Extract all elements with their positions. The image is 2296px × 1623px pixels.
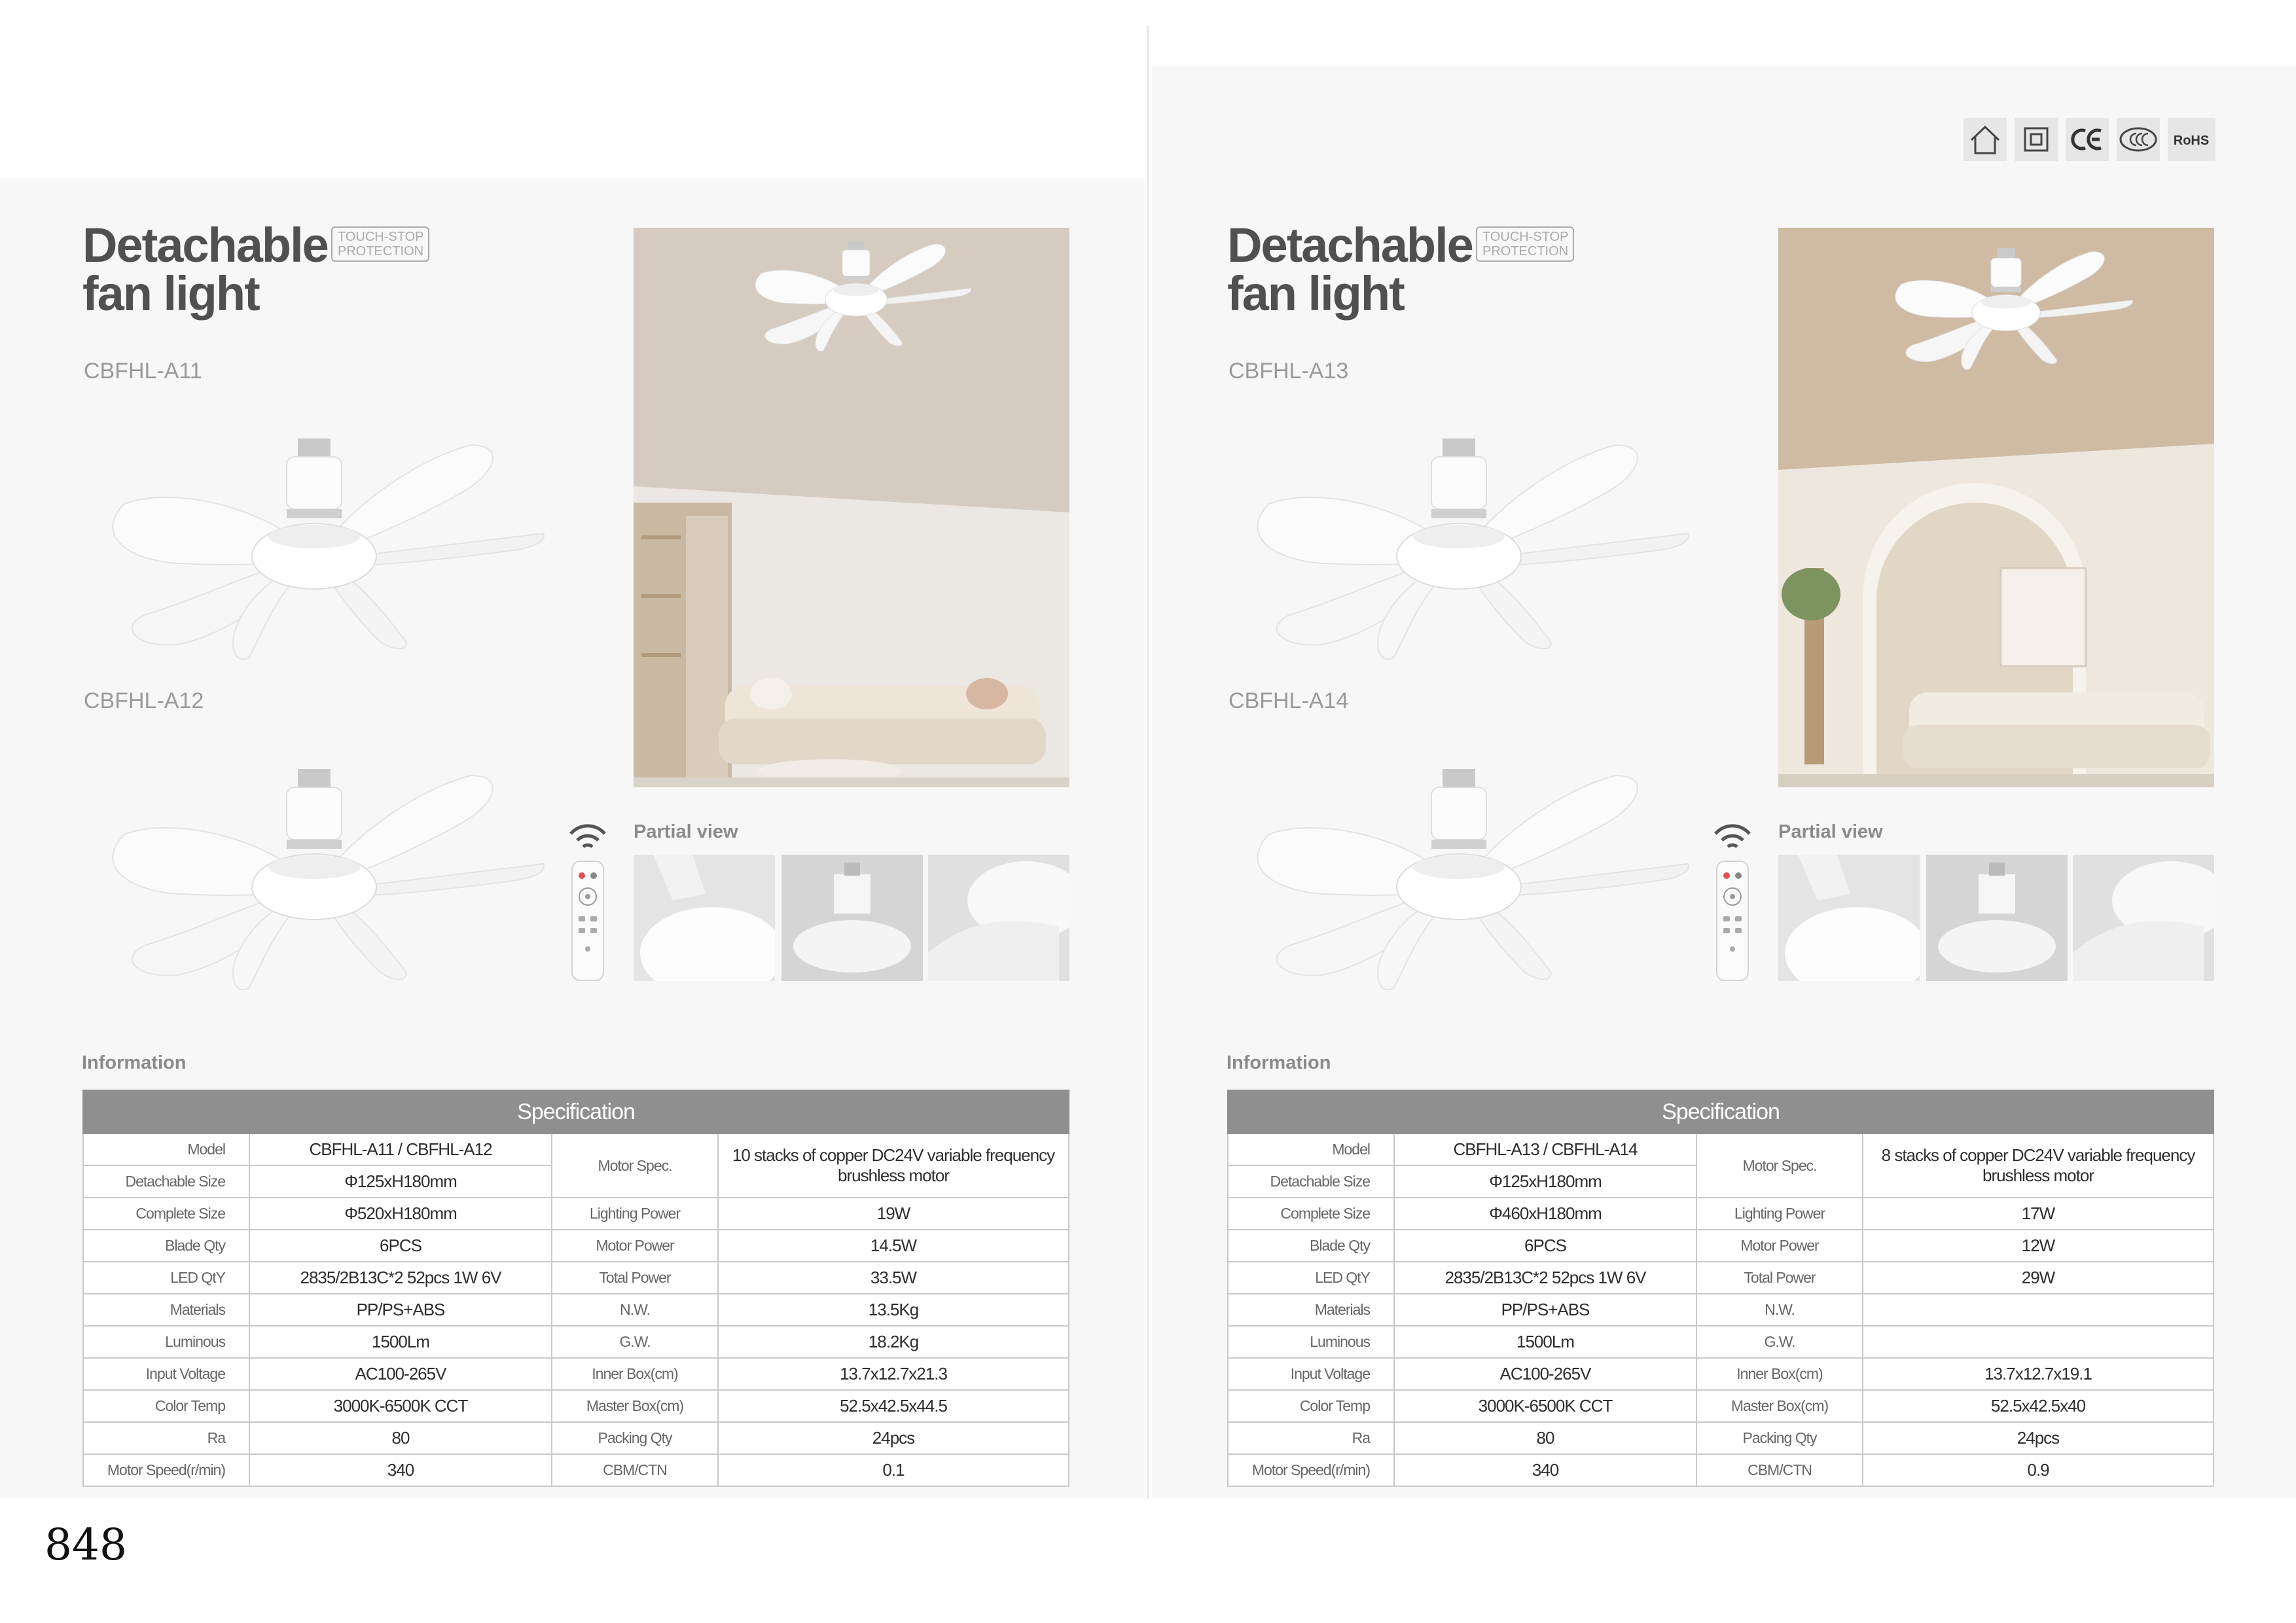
spec-label: Luminous: [83, 1326, 249, 1358]
spec-value: 80: [249, 1422, 552, 1454]
spec-value: 0.9: [1863, 1454, 2214, 1486]
table-row: [83, 1326, 1069, 1358]
spec-value: CBFHL-A11 / CBFHL-A12: [249, 1133, 552, 1166]
spec-value: 17W: [1863, 1198, 2214, 1230]
table-row: [1228, 1326, 2214, 1358]
spec-label: N.W.: [1696, 1294, 1863, 1326]
fan-product-image: [1223, 425, 1695, 661]
table-row: [83, 1230, 1069, 1262]
spec-value: 18.2Kg: [718, 1326, 1069, 1358]
spec-value: [1863, 1294, 2214, 1326]
partial-view-thumbnail: [1926, 855, 2068, 981]
specification-table: [1227, 1090, 2214, 1487]
model-label-b: CBFHL-A12: [84, 688, 204, 713]
title-line-1: Detachable: [1227, 218, 1473, 272]
information-label: Information: [1227, 1052, 1331, 1073]
table-row: [1228, 1358, 2214, 1390]
spec-value: 2835/2B13C*2 52pcs 1W 6V: [249, 1262, 552, 1294]
badge-line-2: PROTECTION: [338, 244, 424, 259]
remote-control-image: [564, 819, 611, 983]
spec-label: Input Voltage: [83, 1358, 249, 1390]
spec-label: Inner Box(cm): [1696, 1358, 1863, 1390]
table-row: [83, 1454, 1069, 1486]
spec-label: CBM/CTN: [1696, 1454, 1863, 1486]
spec-value: 1500Lm: [249, 1326, 552, 1358]
rohs-label: RoHS: [2173, 134, 2210, 148]
spec-value: Φ520xH180mm: [249, 1198, 552, 1230]
spec-value: 13.7x12.7x21.3: [718, 1358, 1069, 1390]
table-row: [83, 1198, 1069, 1230]
product-title: [1227, 218, 1473, 321]
partial-view-thumbnail: [2073, 855, 2214, 981]
spec-value: 3000K-6500K CCT: [249, 1390, 552, 1422]
spec-value: Φ460xH180mm: [1394, 1198, 1696, 1230]
spec-label: Packing Qty: [552, 1422, 718, 1454]
badge-line-1: TOUCH-STOP: [338, 230, 424, 244]
fan-product-image: [1223, 756, 1695, 991]
page-number: 848: [45, 1520, 127, 1570]
specification-table: [82, 1090, 1069, 1487]
fan-product-image: [79, 756, 550, 991]
spec-value: 80: [1394, 1422, 1696, 1454]
partial-view-thumbnail: [781, 855, 923, 981]
spec-label: Master Box(cm): [1696, 1390, 1863, 1422]
badge-line-1: TOUCH-STOP: [1482, 230, 1569, 244]
table-row: [1228, 1262, 2214, 1294]
spec-value: 10 stacks of copper DC24V variable frequency brushless motor: [718, 1133, 1069, 1198]
partial-view-label: Partial view: [1778, 821, 1883, 842]
table-row: [1228, 1422, 2214, 1454]
spec-label: G.W.: [552, 1326, 718, 1358]
specification-header: Specification: [83, 1090, 1069, 1133]
spec-label: Motor Speed(r/min): [83, 1454, 249, 1486]
spec-label: Model: [83, 1133, 249, 1166]
spec-value: 2835/2B13C*2 52pcs 1W 6V: [1394, 1262, 1696, 1294]
spec-label: Lighting Power: [552, 1198, 718, 1230]
information-label: Information: [82, 1052, 187, 1073]
partial-view-thumbnail: [928, 855, 1069, 981]
spec-value: AC100-265V: [1394, 1358, 1696, 1390]
spec-label: G.W.: [1696, 1326, 1863, 1358]
specification-header: Specification: [1228, 1090, 2214, 1133]
spec-label: Motor Spec.: [552, 1133, 718, 1198]
spec-label: Total Power: [1696, 1262, 1863, 1294]
spec-value: 24pcs: [718, 1422, 1069, 1454]
spec-label: Total Power: [552, 1262, 718, 1294]
spec-value: 6PCS: [249, 1230, 552, 1262]
spec-label: Inner Box(cm): [552, 1358, 718, 1390]
spec-label: Blade Qty: [1228, 1230, 1394, 1262]
spec-label: Complete Size: [83, 1198, 249, 1230]
table-row: [83, 1358, 1069, 1390]
remote-control-image: [1709, 819, 1756, 983]
product-title: [82, 218, 328, 321]
spec-value: 3000K-6500K CCT: [1394, 1390, 1696, 1422]
table-row: [83, 1422, 1069, 1454]
room-photo: [634, 228, 1069, 787]
table-row: [1228, 1133, 2214, 1166]
spec-label: LED QtY: [1228, 1262, 1394, 1294]
badge-line-2: PROTECTION: [1482, 244, 1569, 259]
spec-value: CBFHL-A13 / CBFHL-A14: [1394, 1133, 1696, 1166]
spec-value: Φ125xH180mm: [1394, 1166, 1696, 1198]
spec-value: 52.5x42.5x44.5: [718, 1390, 1069, 1422]
spec-value: PP/PS+ABS: [249, 1294, 552, 1326]
spec-label: Motor Speed(r/min): [1228, 1454, 1394, 1486]
model-label-a: CBFHL-A13: [1229, 359, 1349, 383]
table-row: [1228, 1198, 2214, 1230]
spec-value: 0.1: [718, 1454, 1069, 1486]
spec-label: Input Voltage: [1228, 1358, 1394, 1390]
wifi-signal-icon: [571, 826, 605, 834]
room-photo: [1778, 228, 2214, 787]
spec-label: Ra: [1228, 1422, 1394, 1454]
spec-label: Color Temp: [83, 1390, 249, 1422]
spec-value: 19W: [718, 1198, 1069, 1230]
spec-value: 13.7x12.7x19.1: [1863, 1358, 2214, 1390]
model-label-a: CBFHL-A11: [84, 359, 202, 383]
model-label-b: CBFHL-A14: [1229, 688, 1349, 713]
spec-value: 340: [1394, 1454, 1696, 1486]
spec-label: Master Box(cm): [552, 1390, 718, 1422]
table-row: [1228, 1390, 2214, 1422]
table-row: [83, 1294, 1069, 1326]
spec-value: 13.5Kg: [718, 1294, 1069, 1326]
catalog-page-left: [0, 0, 1148, 1499]
partial-view-label: Partial view: [634, 821, 738, 842]
partial-view-thumbnail: [634, 855, 775, 981]
table-row: [83, 1262, 1069, 1294]
table-row: [83, 1133, 1069, 1166]
title-line-1: Detachable: [82, 218, 328, 272]
spec-label: Detachable Size: [83, 1166, 249, 1198]
spec-label: Ra: [83, 1422, 249, 1454]
partial-view-thumbnail: [1778, 855, 1920, 981]
spec-value: Φ125xH180mm: [249, 1166, 552, 1198]
spec-label: Color Temp: [1228, 1390, 1394, 1422]
spec-label: CBM/CTN: [552, 1454, 718, 1486]
spec-label: Motor Spec.: [1696, 1133, 1863, 1198]
spec-value: 24pcs: [1863, 1422, 2214, 1454]
table-row: [1228, 1294, 2214, 1326]
title-line-2: fan light: [1227, 266, 1404, 321]
fan-product-image: [79, 425, 550, 661]
spec-label: Materials: [1228, 1294, 1394, 1326]
table-row: [1228, 1454, 2214, 1486]
spec-label: LED QtY: [83, 1262, 249, 1294]
spec-label: Complete Size: [1228, 1198, 1394, 1230]
spec-label: Packing Qty: [1696, 1422, 1863, 1454]
table-row: [83, 1390, 1069, 1422]
spec-label: Materials: [83, 1294, 249, 1326]
touch-stop-badge: [331, 226, 429, 262]
title-line-2: fan light: [82, 266, 259, 321]
catalog-page-right: [1145, 0, 2293, 1499]
spec-label: N.W.: [552, 1294, 718, 1326]
spec-value: 340: [249, 1454, 552, 1486]
table-row: [1228, 1230, 2214, 1262]
spec-value: 14.5W: [718, 1230, 1069, 1262]
spec-value: 1500Lm: [1394, 1326, 1696, 1358]
spec-label: Motor Power: [1696, 1230, 1863, 1262]
spec-value: AC100-265V: [249, 1358, 552, 1390]
spec-value: [1863, 1326, 2214, 1358]
wifi-signal-icon: [1715, 826, 1749, 834]
spec-value: 6PCS: [1394, 1230, 1696, 1262]
spec-label: Model: [1228, 1133, 1394, 1166]
spec-label: Luminous: [1228, 1326, 1394, 1358]
spec-label: Motor Power: [552, 1230, 718, 1262]
spec-label: Blade Qty: [83, 1230, 249, 1262]
spec-value: 29W: [1863, 1262, 2214, 1294]
spec-value: 52.5x42.5x40: [1863, 1390, 2214, 1422]
spec-value: 33.5W: [718, 1262, 1069, 1294]
touch-stop-badge: [1476, 226, 1574, 262]
spec-label: Detachable Size: [1228, 1166, 1394, 1198]
spec-value: 12W: [1863, 1230, 2214, 1262]
spec-value: PP/PS+ABS: [1394, 1294, 1696, 1326]
spec-value: 8 stacks of copper DC24V variable frequency brushless motor: [1863, 1133, 2214, 1198]
spec-label: Lighting Power: [1696, 1198, 1863, 1230]
